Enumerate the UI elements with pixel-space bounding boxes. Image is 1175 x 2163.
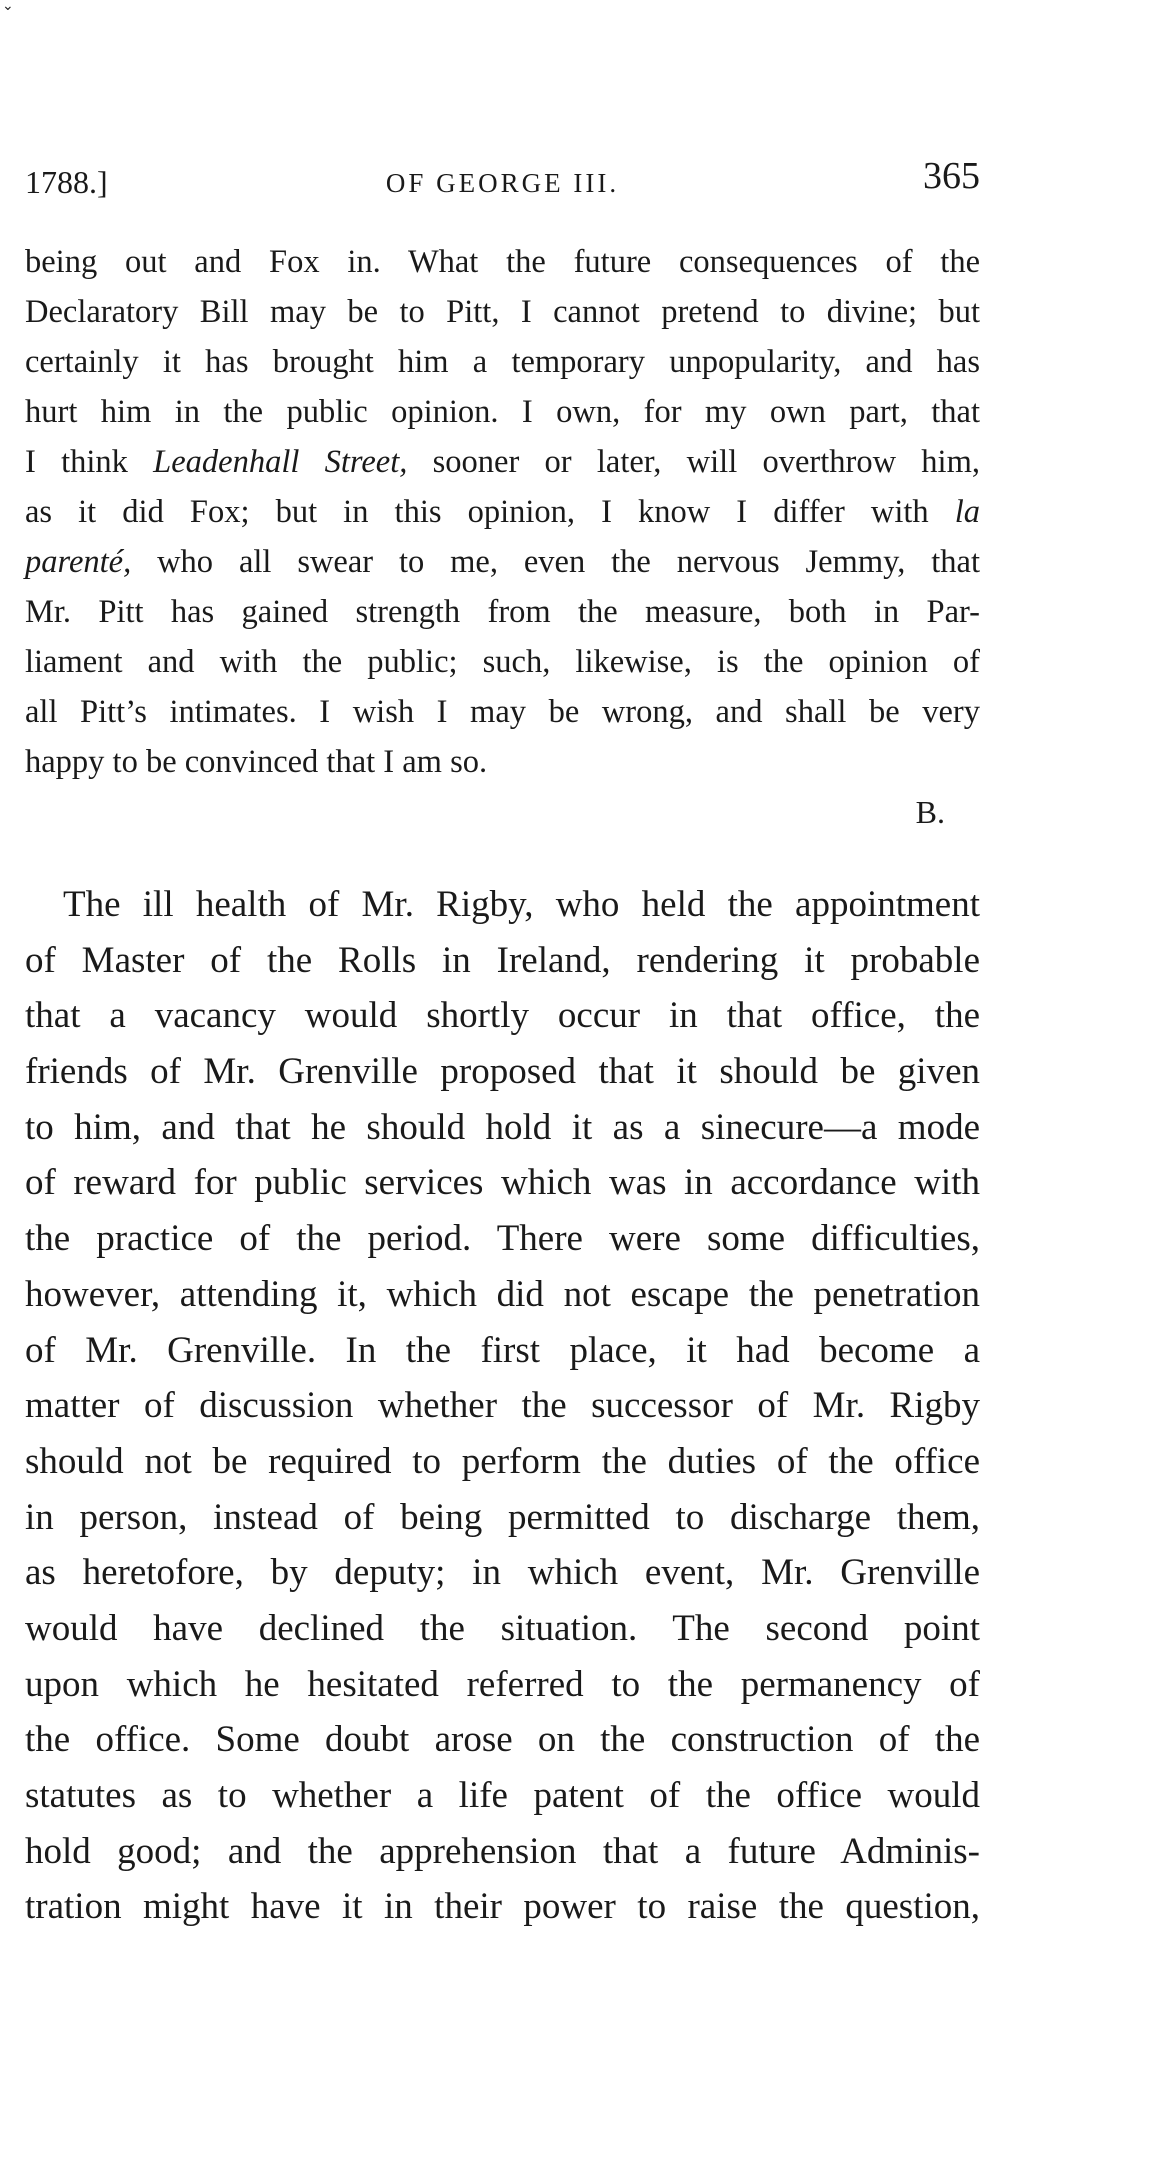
letter-line-part: as it did Fox; but in this opinion, I know I differ with — [25, 494, 955, 530]
narrative-paragraph — [25, 877, 980, 1935]
letter-line — [25, 437, 980, 487]
italic-phrase: Leadenhall Street, — [153, 444, 408, 480]
letter-line: Mr. Pitt has gained strength from the measure, both in Par- — [25, 594, 980, 630]
header-title: OF GEORGE III. — [385, 168, 620, 198]
letter-line: liament and with the public; such, likewise, is the opinion of — [25, 644, 980, 680]
narrative-line: the practice of the period. There were some difficulties, — [25, 1218, 980, 1260]
narrative-line: to him, and that he should hold it as a sinecure—a mode — [25, 1106, 980, 1148]
letter-line — [25, 487, 980, 537]
narrative-line: in person, instead of being permitted to discharge them, — [25, 1496, 980, 1538]
italic-phrase: parenté, — [25, 544, 132, 580]
narrative-line: tration might have it in their power to raise the question, — [25, 1886, 980, 1928]
page-number: 365 — [923, 155, 980, 197]
narrative-line: statutes as to whether a life patent of the office would — [25, 1775, 980, 1816]
narrative-line: friends of Mr. Grenville proposed that it should be given — [25, 1051, 980, 1093]
letter-line-part: sooner or later, will overthrow him, — [407, 444, 980, 480]
narrative-line: that a vacancy would shortly occur in that office, the — [25, 995, 980, 1037]
letter-line — [25, 537, 980, 587]
letter-line-part: I think — [25, 444, 154, 480]
letter-line: certainly it has brought him a temporary unpopularity, and has — [25, 344, 980, 380]
running-header — [25, 150, 980, 200]
narrative-line: matter of discussion whether the successor of Mr. Rigby — [25, 1385, 980, 1427]
letter-line: Declaratory Bill may be to Pitt, I cannot pretend to divine; but — [25, 294, 980, 330]
letter-signature: B. — [915, 794, 945, 830]
narrative-line: upon which he hesitated referred to the permanency of — [25, 1663, 980, 1705]
narrative-line: would have declined the situation. The second point — [25, 1607, 980, 1649]
narrative-line: of reward for public services which was in accordance with — [25, 1162, 980, 1204]
header-year: 1788.] — [25, 164, 108, 200]
letter-line: hurt him in the public opinion. I own, for my own part, that — [25, 394, 980, 430]
narrative-line: of Mr. Grenville. In the first place, it had become a — [25, 1329, 980, 1371]
narrative-line: however, attending it, which did not escape the penetration — [25, 1273, 980, 1315]
letter-line: all Pitt’s intimates. I wish I may be wrong, and shall be very — [25, 694, 980, 730]
letter-line: being out and Fox in. What the future consequences of the — [25, 244, 980, 280]
narrative-line: The ill health of Mr. Rigby, who held the appointment — [63, 884, 980, 925]
italic-phrase: la — [954, 494, 980, 530]
narrative-line: hold good; and the apprehension that a future Adminis- — [25, 1830, 980, 1872]
letter-line-part: who all swear to me, even the nervous Jemmy, that — [131, 544, 980, 580]
narrative-line: of Master of the Rolls in Ireland, rendering it probable — [25, 939, 980, 981]
narrative-line: should not be required to perform the duties of the office — [25, 1440, 980, 1482]
narrative-line: the office. Some doubt arose on the construction of the — [25, 1719, 980, 1761]
narrative-line: as heretofore, by deputy; in which event, Mr. Grenville — [25, 1552, 980, 1594]
letter-text — [25, 237, 980, 787]
letter-line: happy to be convinced that I am so. — [25, 744, 488, 780]
scan-mark: ⌄ — [2, 0, 14, 14]
